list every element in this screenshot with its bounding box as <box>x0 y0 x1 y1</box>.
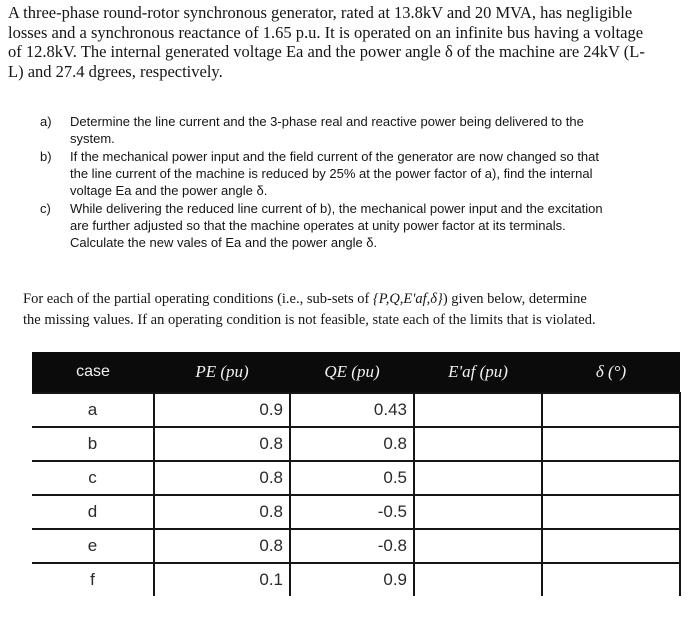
header-e: E'af (pu) <box>414 352 542 393</box>
q-cell: 0.5 <box>290 461 414 495</box>
question-part-c <box>28 200 678 251</box>
p-cell: 0.9 <box>154 393 290 427</box>
part-line: voltage Ea and the power angle δ. <box>70 183 268 198</box>
p-cell: 0.8 <box>154 495 290 529</box>
intro-line: of 12.8kV. The internal generated voltage Ea and the power angle δ of the machine are 24kV (L- <box>8 42 645 61</box>
instructions-line-1 <box>23 289 683 310</box>
instructions-text: For each of the partial operating conditions (i.e., sub-sets of <box>23 291 373 307</box>
case-cell: a <box>32 393 154 427</box>
delta-cell <box>542 563 680 596</box>
part-marker: a) <box>40 114 52 129</box>
header-case: case <box>32 352 154 393</box>
table-row <box>32 495 680 529</box>
intro-line: A three-phase round-rotor synchronous generator, rated at 13.8kV and 20 MVA, has negligible <box>8 3 633 22</box>
table-row <box>32 393 680 427</box>
part-text <box>70 148 678 199</box>
e-cell <box>414 495 542 529</box>
case-cell: f <box>32 563 154 596</box>
e-cell <box>414 461 542 495</box>
part-line: are further adjusted so that the machine operates at unity power factor at its terminals. <box>70 218 566 233</box>
question-part-b <box>28 148 678 199</box>
q-cell: 0.43 <box>290 393 414 427</box>
operating-conditions-table <box>32 352 680 630</box>
e-cell <box>414 393 542 427</box>
case-cell: d <box>32 495 154 529</box>
e-cell <box>414 563 542 596</box>
q-cell: -0.8 <box>290 529 414 563</box>
p-cell: 0.8 <box>154 461 290 495</box>
delta-cell <box>542 427 680 461</box>
part-line: the line current of the machine is reduced by 25% at the power factor of a), find the internal <box>70 166 593 181</box>
header-q: QE (pu) <box>290 352 414 393</box>
part-text <box>70 200 678 251</box>
e-cell <box>414 529 542 563</box>
case-cell: e <box>32 529 154 563</box>
delta-cell <box>542 495 680 529</box>
intro-line: L) and 27.4 dgrees, respectively. <box>8 61 223 81</box>
table-row <box>32 563 680 596</box>
p-cell: 0.8 <box>154 529 290 563</box>
table-header-row <box>32 352 680 393</box>
table-row <box>32 461 680 495</box>
delta-cell <box>542 461 680 495</box>
part-line: Calculate the new vales of Ea and the power angle δ. <box>70 235 378 250</box>
question-parts <box>28 113 678 252</box>
case-cell: b <box>32 427 154 461</box>
case-cell: c <box>32 461 154 495</box>
table-instructions <box>23 289 683 331</box>
variable-set: {P,Q,E'af,δ} <box>372 291 443 307</box>
delta-cell <box>542 393 680 427</box>
table-row <box>32 427 680 461</box>
part-line: system. <box>70 131 115 146</box>
part-marker: b) <box>40 149 52 164</box>
part-line: While delivering the reduced line current of b), the mechanical power input and the excitation <box>70 201 603 216</box>
part-text <box>70 113 678 147</box>
table-row <box>32 529 680 563</box>
question-part-a <box>28 113 678 147</box>
instructions-text: ) given below, determine <box>442 291 587 307</box>
e-cell <box>414 427 542 461</box>
part-line: If the mechanical power input and the field current of the generator are now changed so that <box>70 149 600 164</box>
part-marker: c) <box>40 201 51 216</box>
p-cell: 0.1 <box>154 563 290 596</box>
p-cell: 0.8 <box>154 427 290 461</box>
q-cell: 0.9 <box>290 563 414 596</box>
header-p: PE (pu) <box>154 352 290 393</box>
problem-intro <box>8 3 693 81</box>
delta-cell <box>542 529 680 563</box>
instructions-line-2: the missing values. If an operating condition is not feasible, state each of the limits that is violated. <box>23 312 596 328</box>
q-cell: 0.8 <box>290 427 414 461</box>
header-delta: δ (°) <box>542 352 680 393</box>
intro-line: losses and a synchronous reactance of 1.65 p.u. It is operated on an infinite bus having a voltage <box>8 22 644 42</box>
q-cell: -0.5 <box>290 495 414 529</box>
part-line: Determine the line current and the 3-phase real and reactive power being delivered to the <box>70 114 584 129</box>
